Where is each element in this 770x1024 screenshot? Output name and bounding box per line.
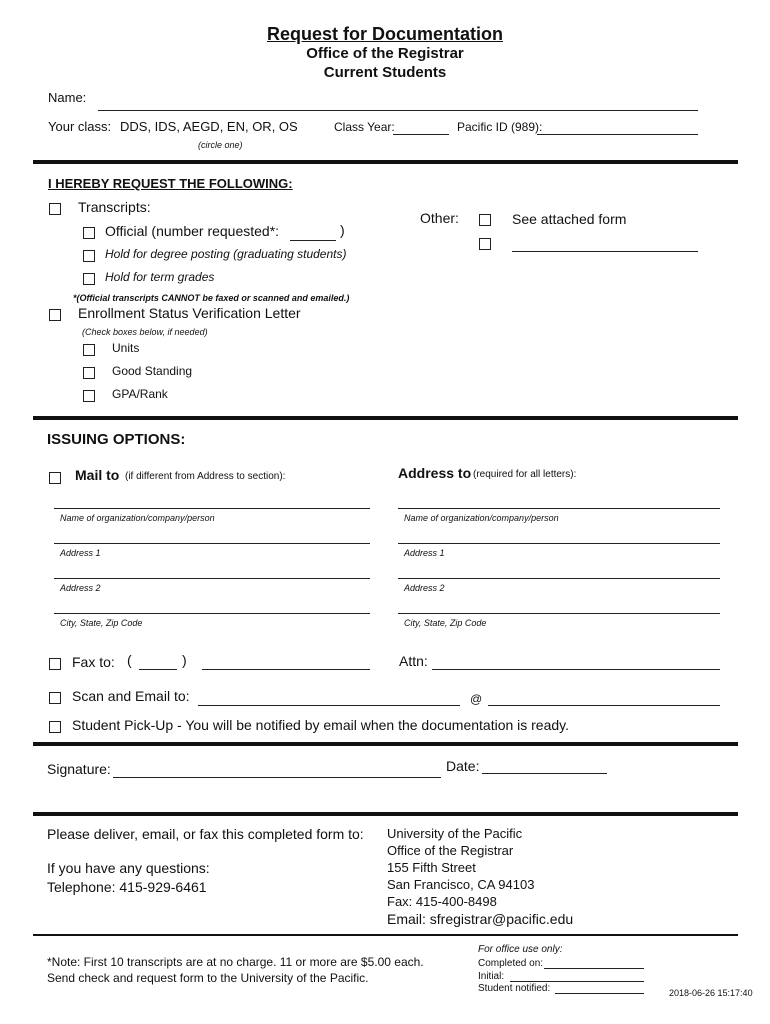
transcripts-checkbox[interactable] bbox=[49, 203, 61, 215]
class-year-field[interactable] bbox=[393, 134, 449, 135]
see-attached-label: See attached form bbox=[512, 211, 627, 227]
initial-label: Initial: bbox=[478, 971, 505, 982]
units-label: Units bbox=[112, 341, 140, 355]
telephone: Telephone: 415-929-6461 bbox=[47, 879, 207, 895]
fee-note: *Note: First 10 transcripts are at no charge. 11 or more are $5.00 each. bbox=[47, 955, 424, 969]
initial-field[interactable] bbox=[510, 981, 644, 982]
signature-field[interactable] bbox=[113, 777, 441, 778]
address-line: San Francisco, CA 94103 bbox=[387, 877, 535, 892]
attn-field[interactable] bbox=[432, 669, 720, 670]
completed-on-label: Completed on: bbox=[478, 958, 544, 969]
scan-email-checkbox[interactable] bbox=[49, 692, 61, 704]
official-close-paren: ) bbox=[340, 222, 345, 238]
request-heading: I HEREBY REQUEST THE FOLLOWING: bbox=[48, 176, 293, 191]
deliver-instructions: Please deliver, email, or fax this completed form to: bbox=[47, 826, 364, 842]
questions-label: If you have any questions: bbox=[47, 860, 210, 876]
students-subtitle: Current Students bbox=[323, 64, 447, 81]
signature-label: Signature: bbox=[47, 761, 111, 777]
official-checkbox[interactable] bbox=[83, 227, 95, 239]
other-label: Other: bbox=[420, 210, 459, 226]
other-field[interactable] bbox=[512, 251, 698, 252]
other-checkbox[interactable] bbox=[479, 238, 491, 250]
pacific-id-label: Pacific ID (989): bbox=[457, 120, 543, 134]
class-label: Your class: bbox=[48, 119, 112, 134]
issuing-heading: ISSUING OPTIONS: bbox=[47, 431, 186, 448]
section-divider bbox=[33, 416, 738, 420]
name-field[interactable] bbox=[98, 110, 698, 111]
name-label: Name: bbox=[48, 90, 87, 105]
mail-addr1-label: Address 1 bbox=[60, 548, 101, 558]
email-domain-field[interactable] bbox=[488, 705, 720, 706]
office-subtitle: Office of the Registrar bbox=[306, 45, 464, 62]
date-field[interactable] bbox=[482, 773, 607, 774]
address-line: University of the Pacific bbox=[387, 826, 523, 841]
mail-city-field[interactable] bbox=[54, 613, 370, 614]
circle-one-note: (circle one) bbox=[198, 140, 243, 150]
units-checkbox[interactable] bbox=[83, 344, 95, 356]
address-line: Fax: 415-400-8498 bbox=[387, 894, 497, 909]
mail-addr1-field[interactable] bbox=[54, 543, 370, 544]
addr-addr1-label: Address 1 bbox=[404, 548, 445, 558]
attn-label: Attn: bbox=[399, 653, 428, 669]
section-divider bbox=[33, 160, 738, 164]
class-options[interactable]: DDS, IDS, AEGD, EN, OR, OS bbox=[120, 119, 298, 134]
mail-to-checkbox[interactable] bbox=[49, 472, 61, 484]
enrollment-label: Enrollment Status Verification Letter bbox=[78, 305, 301, 321]
page-title: Request for Documentation bbox=[266, 24, 503, 44]
footer-divider bbox=[33, 934, 738, 936]
gpa-rank-checkbox[interactable] bbox=[83, 390, 95, 402]
official-count-field[interactable] bbox=[290, 240, 336, 241]
fax-checkbox[interactable] bbox=[49, 658, 61, 670]
fax-number-field[interactable] bbox=[202, 669, 370, 670]
office-use-label: For office use only: bbox=[478, 944, 563, 955]
pickup-checkbox[interactable] bbox=[49, 721, 61, 733]
student-notified-field[interactable] bbox=[555, 993, 644, 994]
completed-on-field[interactable] bbox=[544, 968, 644, 969]
date-label: Date: bbox=[446, 758, 480, 774]
mail-org-field[interactable] bbox=[54, 508, 370, 509]
fax-area-code-field[interactable] bbox=[139, 669, 177, 670]
fax-label: Fax to: bbox=[72, 654, 115, 670]
fax-paren-open: ( bbox=[127, 652, 132, 668]
section-divider bbox=[33, 742, 738, 746]
at-sign: @ bbox=[470, 692, 483, 706]
addr-city-field[interactable] bbox=[398, 613, 720, 614]
address-to-note: (required for all letters): bbox=[473, 469, 577, 480]
hold-term-label: Hold for term grades bbox=[105, 270, 215, 284]
mail-addr2-label: Address 2 bbox=[60, 583, 101, 593]
mail-addr2-field[interactable] bbox=[54, 578, 370, 579]
good-standing-label: Good Standing bbox=[112, 364, 193, 378]
good-standing-checkbox[interactable] bbox=[83, 367, 95, 379]
address-line: 155 Fifth Street bbox=[387, 860, 476, 875]
class-year-label: Class Year: bbox=[334, 120, 395, 134]
address-line: Office of the Registrar bbox=[387, 843, 514, 858]
gpa-rank-label: GPA/Rank bbox=[112, 387, 168, 401]
pickup-label: Student Pick-Up - You will be notified by email when the documentation is ready. bbox=[72, 717, 570, 733]
check-boxes-note: (Check boxes below, if needed) bbox=[82, 327, 208, 337]
mail-to-label: Mail to bbox=[75, 467, 120, 483]
addr-city-label: City, State, Zip Code bbox=[404, 618, 487, 628]
addr-org-field[interactable] bbox=[398, 508, 720, 509]
addr-addr2-label: Address 2 bbox=[404, 583, 445, 593]
mail-to-note: (if different from Address to section): bbox=[125, 471, 286, 482]
hold-degree-checkbox[interactable] bbox=[83, 250, 95, 262]
transcript-note: *(Official transcripts CANNOT be faxed or scanned and emailed.) bbox=[73, 293, 350, 303]
address-to-label: Address to bbox=[398, 465, 472, 481]
hold-degree-label: Hold for degree posting (graduating students) bbox=[105, 247, 347, 261]
student-notified-label: Student notified: bbox=[478, 983, 551, 994]
timestamp: 2018-06-26 15:17:40 bbox=[669, 988, 753, 998]
official-label: Official (number requested*: bbox=[105, 223, 280, 239]
mail-org-label: Name of organization/company/person bbox=[60, 513, 215, 523]
see-attached-checkbox[interactable] bbox=[479, 214, 491, 226]
scan-email-label: Scan and Email to: bbox=[72, 688, 190, 704]
addr-addr2-field[interactable] bbox=[398, 578, 720, 579]
hold-term-checkbox[interactable] bbox=[83, 273, 95, 285]
transcripts-label: Transcripts: bbox=[78, 199, 151, 215]
addr-addr1-field[interactable] bbox=[398, 543, 720, 544]
email-user-field[interactable] bbox=[198, 705, 460, 706]
enrollment-checkbox[interactable] bbox=[49, 309, 61, 321]
section-divider bbox=[33, 812, 738, 816]
fax-paren-close: ) bbox=[182, 652, 187, 668]
addr-org-label: Name of organization/company/person bbox=[404, 513, 559, 523]
mail-city-label: City, State, Zip Code bbox=[60, 618, 143, 628]
fee-note-2: Send check and request form to the University of the Pacific. bbox=[47, 971, 369, 985]
email-address: Email: sfregistrar@pacific.edu bbox=[387, 911, 574, 927]
pacific-id-field[interactable] bbox=[537, 134, 698, 135]
